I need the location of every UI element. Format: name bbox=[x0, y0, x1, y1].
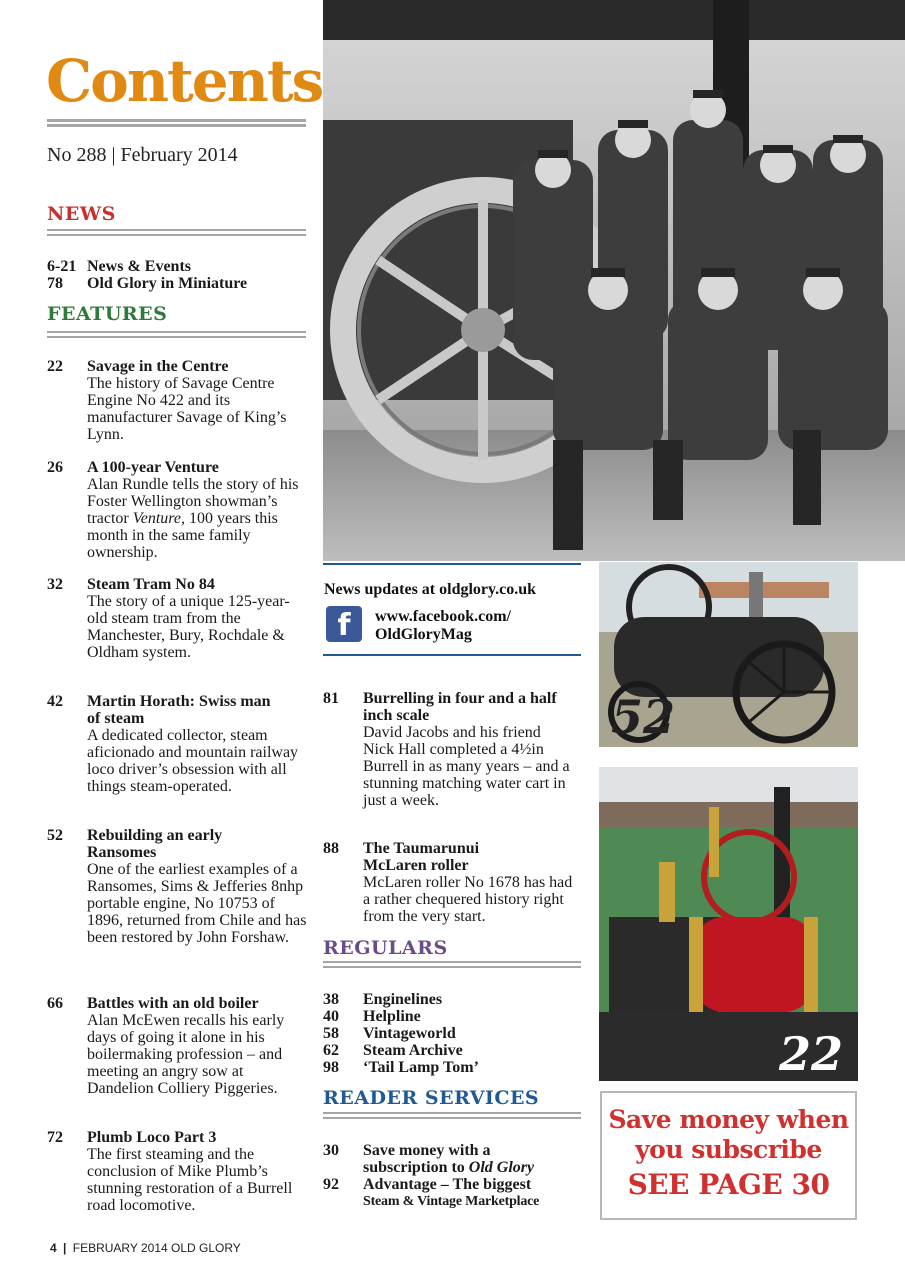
page-footer bbox=[50, 1241, 241, 1255]
savage-engine-photo bbox=[599, 767, 858, 1081]
facebook-icon: f bbox=[326, 606, 362, 642]
footer-separator: | bbox=[63, 1241, 67, 1255]
page-title: Contents bbox=[46, 47, 323, 115]
list-item[interactable]: 92 Advantage – The biggest Steam & Vintage Marketplace bbox=[323, 1176, 540, 1209]
regulars-heading: REGULARS bbox=[323, 937, 448, 959]
list-item[interactable]: 6-21 News & Events bbox=[47, 258, 191, 275]
title-rule bbox=[47, 119, 306, 127]
feature-entry[interactable]: 32 Steam Tram No 84 The story of a unique 125-year-old steam tram from the Manchester, Bury, Rochdale & Oldham system. bbox=[47, 576, 290, 661]
page-badge-22: 22 bbox=[779, 1027, 844, 1081]
list-item[interactable]: 30 Save money with a subscription to Old Glory bbox=[323, 1142, 535, 1176]
list-item[interactable]: 38 Enginelines bbox=[323, 991, 443, 1008]
website-link[interactable]: News updates at oldglory.co.uk bbox=[324, 581, 537, 598]
updates-top-rule bbox=[323, 563, 581, 565]
facebook-link[interactable]: www.facebook.com/ OldGloryMag bbox=[375, 608, 511, 643]
list-item[interactable]: 62 Steam Archive bbox=[323, 1042, 463, 1059]
list-item[interactable]: 58 Vintageworld bbox=[323, 1025, 456, 1042]
reader-services-heading: READER SERVICES bbox=[323, 1087, 540, 1109]
portable-engine-photo bbox=[599, 562, 858, 747]
updates-bottom-rule bbox=[323, 654, 581, 656]
news-heading: NEWS bbox=[47, 203, 116, 225]
feature-entry[interactable]: 22 Savage in the Centre The history of Savage Centre Engine No 422 and its manufacturer Savage of King’s Lynn. bbox=[47, 358, 287, 443]
feature-entry[interactable]: 72 Plumb Loco Part 3 The first steaming and the conclusion of Mike Plumb’s stunning restoration of a Burrell road locomotive. bbox=[47, 1129, 293, 1214]
list-item[interactable]: 40 Helpline bbox=[323, 1008, 421, 1025]
footer-text: FEBRUARY 2014 OLD GLORY bbox=[72, 1241, 241, 1255]
feature-entry[interactable]: 42 Martin Horath: Swiss man of steam A dedicated collector, steam aficionado and mountain railway loco driver’s obsession with all things steam-operated. bbox=[47, 693, 299, 795]
reader-services-list bbox=[323, 1142, 581, 1210]
feature-entry[interactable]: 26 A 100-year Venture Alan Rundle tells the story of his Foster Wellington showman’s tractor Venture, 100 years this month in the same family ownership. bbox=[47, 459, 299, 561]
news-list bbox=[47, 258, 247, 292]
feature-entry[interactable]: 66 Battles with an old boiler Alan McEwen recalls his early days of going it alone in his boilermaking profession – and meeting an angry sow at Dandelion Colliery Piggeries. bbox=[47, 995, 285, 1097]
reader-services-rule bbox=[323, 1112, 581, 1119]
regulars-list bbox=[323, 991, 479, 1076]
news-rule bbox=[47, 229, 306, 236]
issue-line: No 288 | February 2014 bbox=[47, 144, 238, 166]
regulars-rule bbox=[323, 961, 581, 968]
subscribe-promo[interactable]: Save money when you subscribe SEE PAGE 30 bbox=[600, 1091, 857, 1220]
features-heading: FEATURES bbox=[47, 303, 168, 325]
soldiers-engine-illustration bbox=[323, 0, 905, 561]
list-item[interactable]: 78 Old Glory in Miniature bbox=[47, 275, 248, 292]
feature-entry[interactable]: 52 Rebuilding an early Ransomes One of the earliest examples of a Ransomes, Sims & Jefferies 8nhp portable engine, No 10753 of 1896, returned from Chile and has been restored by John Forshaw. bbox=[47, 827, 307, 946]
soldiers-engine-photo bbox=[323, 0, 905, 561]
page-number: 4 bbox=[50, 1241, 57, 1255]
page-badge-52: 52 bbox=[611, 690, 676, 744]
feature-entry[interactable]: 81 Burrelling in four and a half inch scale David Jacobs and his friend Nick Hall completed a 4½in Burrell in as many years – and a stunning matching water cart in just a week. bbox=[323, 690, 570, 809]
list-item[interactable]: 98 ‘Tail Lamp Tom’ bbox=[323, 1059, 479, 1076]
feature-entry[interactable]: 88 The Taumarunui McLaren roller McLaren roller No 1678 has had a rather chequered history right from the very start. bbox=[323, 840, 573, 925]
features-rule bbox=[47, 331, 306, 338]
